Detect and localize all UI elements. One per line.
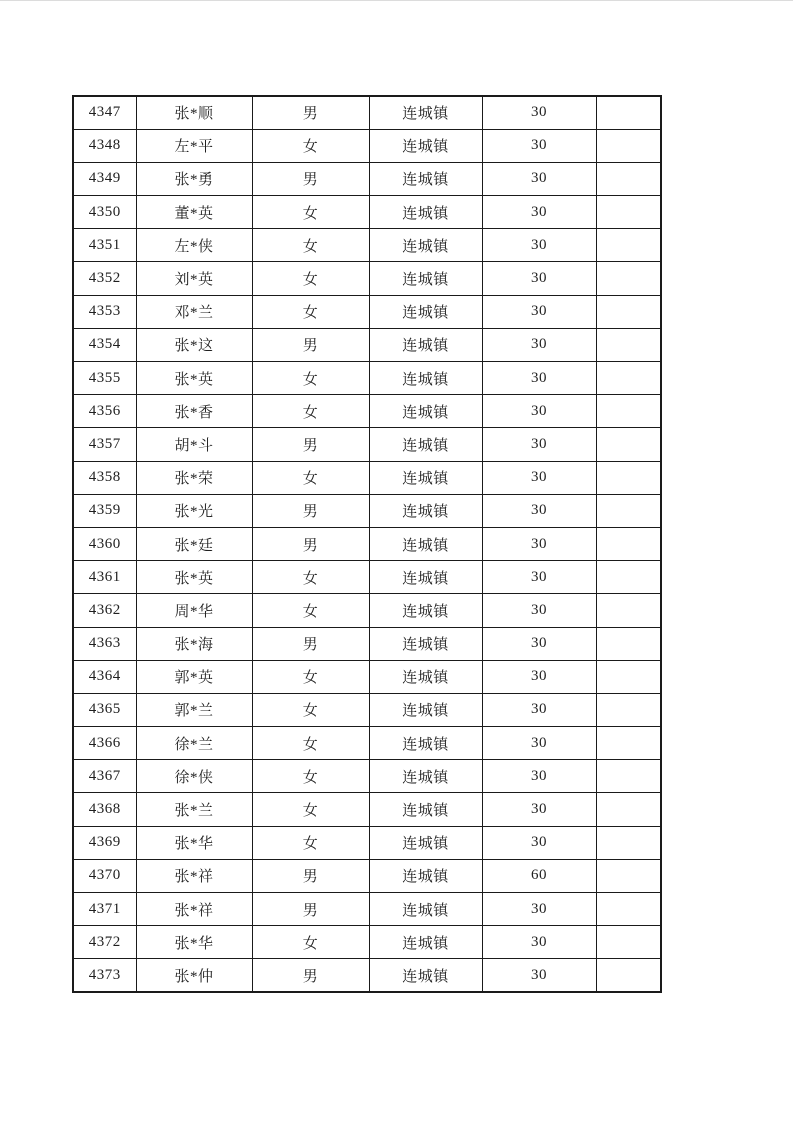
cell-gender: 男 [252, 893, 369, 926]
cell-amount: 30 [482, 959, 596, 992]
cell-name: 徐*侠 [136, 760, 252, 793]
cell-amount: 30 [482, 162, 596, 195]
cell-gender: 女 [252, 693, 369, 726]
cell-name: 张*这 [136, 328, 252, 361]
cell-amount: 30 [482, 793, 596, 826]
cell-gender: 女 [252, 295, 369, 328]
cell-gender: 女 [252, 561, 369, 594]
cell-remark [596, 893, 661, 926]
table-row [73, 196, 661, 229]
cell-remark [596, 527, 661, 560]
table-row [73, 727, 661, 760]
cell-gender: 男 [252, 527, 369, 560]
cell-serial-number: 4372 [73, 926, 136, 959]
cell-amount: 30 [482, 262, 596, 295]
cell-town: 连城镇 [369, 859, 482, 892]
cell-name: 董*英 [136, 196, 252, 229]
table-row [73, 395, 661, 428]
cell-name: 张*英 [136, 362, 252, 395]
cell-remark [596, 760, 661, 793]
cell-amount: 30 [482, 727, 596, 760]
cell-town: 连城镇 [369, 693, 482, 726]
cell-name: 郭*英 [136, 660, 252, 693]
cell-remark [596, 428, 661, 461]
cell-name: 刘*英 [136, 262, 252, 295]
cell-serial-number: 4348 [73, 129, 136, 162]
table-row [73, 760, 661, 793]
table-row [73, 660, 661, 693]
cell-name: 胡*斗 [136, 428, 252, 461]
cell-serial-number: 4370 [73, 859, 136, 892]
cell-amount: 30 [482, 826, 596, 859]
cell-gender: 女 [252, 826, 369, 859]
cell-gender: 女 [252, 793, 369, 826]
cell-gender: 男 [252, 96, 369, 129]
cell-gender: 女 [252, 362, 369, 395]
cell-amount: 30 [482, 627, 596, 660]
cell-name: 张*英 [136, 561, 252, 594]
cell-town: 连城镇 [369, 395, 482, 428]
table-row [73, 627, 661, 660]
cell-amount: 30 [482, 362, 596, 395]
cell-serial-number: 4351 [73, 229, 136, 262]
cell-serial-number: 4366 [73, 727, 136, 760]
cell-name: 张*勇 [136, 162, 252, 195]
cell-name: 左*平 [136, 129, 252, 162]
cell-remark [596, 727, 661, 760]
cell-gender: 男 [252, 162, 369, 195]
cell-town: 连城镇 [369, 527, 482, 560]
cell-town: 连城镇 [369, 594, 482, 627]
cell-amount: 30 [482, 527, 596, 560]
cell-serial-number: 4354 [73, 328, 136, 361]
cell-name: 张*香 [136, 395, 252, 428]
cell-remark [596, 793, 661, 826]
cell-remark [596, 295, 661, 328]
cell-serial-number: 4353 [73, 295, 136, 328]
cell-serial-number: 4367 [73, 760, 136, 793]
cell-gender: 女 [252, 660, 369, 693]
table-row [73, 594, 661, 627]
cell-name: 张*祥 [136, 893, 252, 926]
cell-amount: 30 [482, 594, 596, 627]
cell-name: 张*华 [136, 826, 252, 859]
cell-remark [596, 826, 661, 859]
cell-name: 张*兰 [136, 793, 252, 826]
beneficiary-table [72, 95, 662, 993]
cell-town: 连城镇 [369, 96, 482, 129]
table-row [73, 527, 661, 560]
table-row [73, 893, 661, 926]
cell-town: 连城镇 [369, 793, 482, 826]
cell-gender: 女 [252, 727, 369, 760]
cell-remark [596, 693, 661, 726]
cell-town: 连城镇 [369, 328, 482, 361]
cell-town: 连城镇 [369, 229, 482, 262]
cell-amount: 30 [482, 561, 596, 594]
cell-serial-number: 4368 [73, 793, 136, 826]
cell-town: 连城镇 [369, 561, 482, 594]
table-row [73, 328, 661, 361]
cell-serial-number: 4373 [73, 959, 136, 992]
cell-remark [596, 461, 661, 494]
cell-gender: 女 [252, 594, 369, 627]
cell-gender: 女 [252, 395, 369, 428]
table-row [73, 162, 661, 195]
cell-town: 连城镇 [369, 362, 482, 395]
table-row [73, 295, 661, 328]
cell-amount: 30 [482, 229, 596, 262]
cell-town: 连城镇 [369, 627, 482, 660]
cell-remark [596, 96, 661, 129]
table-row [73, 561, 661, 594]
cell-serial-number: 4360 [73, 527, 136, 560]
cell-gender: 女 [252, 196, 369, 229]
cell-remark [596, 196, 661, 229]
cell-gender: 男 [252, 428, 369, 461]
cell-amount: 30 [482, 196, 596, 229]
cell-town: 连城镇 [369, 959, 482, 992]
cell-serial-number: 4357 [73, 428, 136, 461]
table-row [73, 262, 661, 295]
cell-gender: 男 [252, 494, 369, 527]
cell-town: 连城镇 [369, 760, 482, 793]
table-row [73, 959, 661, 992]
cell-name: 周*华 [136, 594, 252, 627]
cell-town: 连城镇 [369, 660, 482, 693]
cell-name: 张*华 [136, 926, 252, 959]
cell-remark [596, 395, 661, 428]
cell-town: 连城镇 [369, 727, 482, 760]
cell-name: 张*仲 [136, 959, 252, 992]
cell-amount: 30 [482, 295, 596, 328]
cell-name: 张*光 [136, 494, 252, 527]
cell-serial-number: 4355 [73, 362, 136, 395]
cell-serial-number: 4358 [73, 461, 136, 494]
cell-name: 张*廷 [136, 527, 252, 560]
cell-amount: 30 [482, 395, 596, 428]
cell-serial-number: 4364 [73, 660, 136, 693]
table-row [73, 129, 661, 162]
cell-town: 连城镇 [369, 461, 482, 494]
cell-town: 连城镇 [369, 262, 482, 295]
table-row [73, 793, 661, 826]
cell-serial-number: 4369 [73, 826, 136, 859]
cell-gender: 男 [252, 959, 369, 992]
cell-serial-number: 4365 [73, 693, 136, 726]
table-row [73, 461, 661, 494]
cell-gender: 女 [252, 262, 369, 295]
cell-town: 连城镇 [369, 428, 482, 461]
cell-amount: 30 [482, 129, 596, 162]
table-row [73, 693, 661, 726]
table-row [73, 229, 661, 262]
table-row [73, 926, 661, 959]
cell-amount: 30 [482, 461, 596, 494]
cell-remark [596, 494, 661, 527]
cell-town: 连城镇 [369, 196, 482, 229]
cell-gender: 女 [252, 926, 369, 959]
table-body [73, 96, 661, 992]
cell-gender: 男 [252, 859, 369, 892]
cell-town: 连城镇 [369, 494, 482, 527]
cell-remark [596, 660, 661, 693]
cell-serial-number: 4371 [73, 893, 136, 926]
cell-remark [596, 262, 661, 295]
cell-gender: 男 [252, 627, 369, 660]
cell-amount: 30 [482, 428, 596, 461]
cell-name: 张*海 [136, 627, 252, 660]
cell-name: 徐*兰 [136, 727, 252, 760]
cell-serial-number: 4349 [73, 162, 136, 195]
cell-town: 连城镇 [369, 295, 482, 328]
cell-serial-number: 4362 [73, 594, 136, 627]
cell-amount: 60 [482, 859, 596, 892]
cell-remark [596, 859, 661, 892]
cell-remark [596, 627, 661, 660]
cell-remark [596, 362, 661, 395]
cell-remark [596, 959, 661, 992]
cell-name: 邓*兰 [136, 295, 252, 328]
cell-serial-number: 4347 [73, 96, 136, 129]
cell-name: 张*祥 [136, 859, 252, 892]
cell-name: 郭*兰 [136, 693, 252, 726]
cell-serial-number: 4363 [73, 627, 136, 660]
cell-remark [596, 926, 661, 959]
cell-remark [596, 561, 661, 594]
cell-serial-number: 4361 [73, 561, 136, 594]
cell-gender: 女 [252, 461, 369, 494]
cell-remark [596, 594, 661, 627]
cell-amount: 30 [482, 328, 596, 361]
cell-amount: 30 [482, 760, 596, 793]
cell-remark [596, 229, 661, 262]
cell-remark [596, 162, 661, 195]
cell-town: 连城镇 [369, 926, 482, 959]
cell-serial-number: 4356 [73, 395, 136, 428]
cell-name: 张*荣 [136, 461, 252, 494]
cell-amount: 30 [482, 494, 596, 527]
cell-gender: 女 [252, 229, 369, 262]
cell-gender: 男 [252, 328, 369, 361]
cell-town: 连城镇 [369, 826, 482, 859]
table-row [73, 859, 661, 892]
cell-amount: 30 [482, 660, 596, 693]
cell-serial-number: 4359 [73, 494, 136, 527]
table-row [73, 826, 661, 859]
cell-amount: 30 [482, 96, 596, 129]
cell-gender: 女 [252, 760, 369, 793]
cell-remark [596, 328, 661, 361]
cell-amount: 30 [482, 693, 596, 726]
table-row [73, 428, 661, 461]
cell-remark [596, 129, 661, 162]
cell-serial-number: 4350 [73, 196, 136, 229]
table-row [73, 494, 661, 527]
cell-town: 连城镇 [369, 893, 482, 926]
cell-amount: 30 [482, 893, 596, 926]
table-row [73, 96, 661, 129]
cell-gender: 女 [252, 129, 369, 162]
cell-town: 连城镇 [369, 162, 482, 195]
cell-amount: 30 [482, 926, 596, 959]
table-row [73, 362, 661, 395]
page-top-edge-line [0, 0, 793, 1]
cell-name: 张*顺 [136, 96, 252, 129]
cell-serial-number: 4352 [73, 262, 136, 295]
cell-town: 连城镇 [369, 129, 482, 162]
cell-name: 左*侠 [136, 229, 252, 262]
